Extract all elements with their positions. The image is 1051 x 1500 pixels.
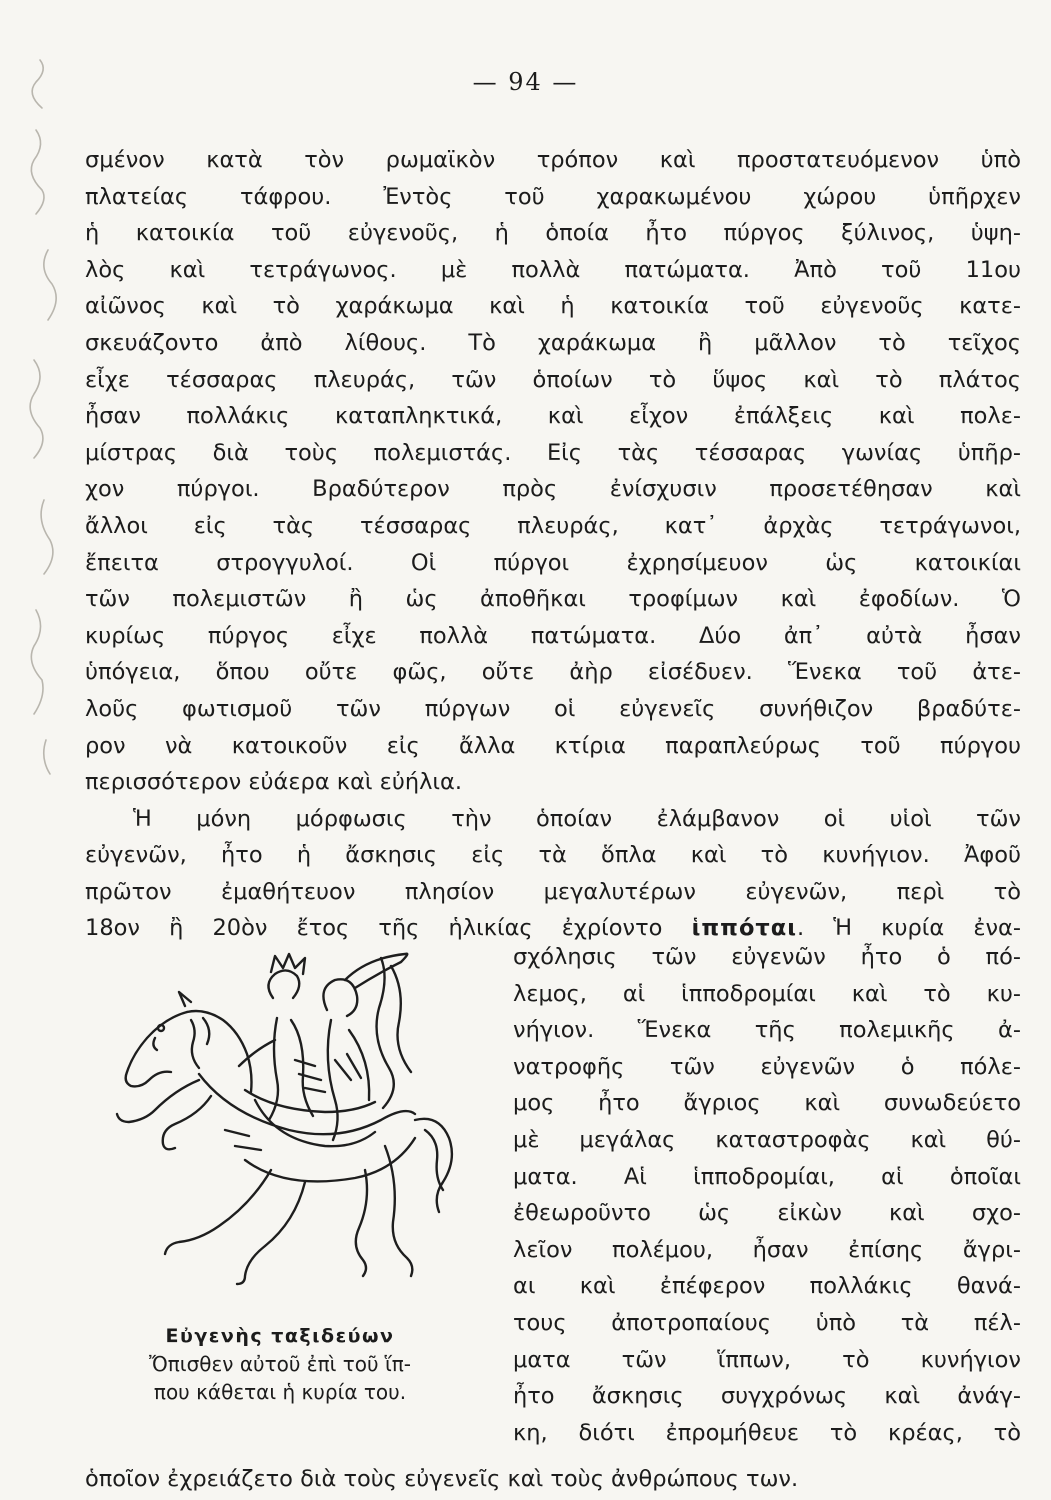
text-line: ματα τῶν ἵππων, τὸ κυνήγιον <box>513 1346 1021 1373</box>
text-line: ἐθεωροῦντο ὡς εἰκὼν καὶ σχο- <box>513 1200 1021 1227</box>
text-line: σκευάζοντο ἀπὸ λίθους. Τὸ χαράκωμα ἢ μᾶλλον τὸ τεῖχος <box>85 329 1021 356</box>
text-line: κη, διότι ἐπρομήθευε τὸ κρέας, τὸ <box>513 1419 1021 1446</box>
body-text <box>85 142 1021 947</box>
text-line: πλατείας τάφρου. Ἐντὸς τοῦ χαρακωμένου χώρου ὑπῆρχεν <box>85 183 1021 210</box>
figure-caption-line: που κάθεται ἡ κυρία του. <box>153 1380 407 1404</box>
text-line: λὸς καὶ τετράγωνος. μὲ πολλὰ πατώματα. Ἀπὸ τοῦ 11ου <box>85 256 1021 283</box>
text-line: σχόλησις τῶν εὐγενῶν ἦτο ὁ πό- <box>513 944 1021 970</box>
text-line: ὑπόγεια, ὅπου οὔτε φῶς, οὔτε ἀὴρ εἰσέδυεν. Ἕνεκα τοῦ ἀτε- <box>85 659 1021 686</box>
text-line: αἰῶνος καὶ τὸ χαράκωμα καὶ ἡ κατοικία τοῦ εὐγενοῦς κατε- <box>85 293 1021 320</box>
final-text-line: ὁποῖον ἐχρειάζετο διὰ τοὺς εὐγενεῖς καὶ τοὺς ἀνθρώπους των. <box>85 1466 799 1492</box>
figure-title: Εὐγενὴς ταξιδεύων <box>165 1325 395 1347</box>
bold-term: ἱππόται <box>691 915 797 942</box>
text-line: ἦτο ἄσκησις συγχρόνως καὶ ἀνάγ- <box>513 1383 1021 1410</box>
text-line: μὲ μεγάλας καταστροφὰς καὶ θύ- <box>513 1126 1021 1153</box>
text-line: κυρίως πύργος εἶχε πολλὰ πατώματα. Δύο ἀπ᾽ αὐτὰ ἦσαν <box>85 622 1021 649</box>
text-line: τους ἀποτροπαίους ὑπὸ τὰ πέλ- <box>513 1309 1021 1336</box>
text-line: ρον νὰ κατοικοῦν εἰς ἄλλα κτίρια παραπλεύρως τοῦ πύργου <box>85 732 1021 759</box>
text-line: λεῖον πολέμου, ἦσαν ἐπίσης ἄγρι- <box>513 1236 1021 1263</box>
wrapped-text-column <box>513 939 1021 1451</box>
text-line: ἦσαν πολλάκις καταπληκτικά, καὶ εἶχον ἐπάλξεις καὶ πολε- <box>85 403 1021 430</box>
text-span: 18ον ἢ 20ὸν ἔτος τῆς ἡλικίας ἐχρίοντο <box>85 915 663 942</box>
page-number: — 94 — <box>472 68 579 96</box>
text-line: εἶχε τέσσαρας πλευράς, τῶν ὁποίων τὸ ὕψος καὶ τὸ πλάτος <box>85 366 1021 393</box>
text-line: μίστρας διὰ τοὺς πολεμιστάς. Εἰς τὰς τέσσαρας γωνίας ὑπῆρ- <box>85 439 1021 466</box>
text-line: ἔπειτα στρογγυλοί. Οἱ πύργοι ἐχρησίμευον ὡς κατοικίαι <box>85 549 1021 576</box>
text-line: ματα. Αἱ ἱπποδρομίαι, αἱ ὁποῖαι <box>513 1163 1021 1190</box>
text-line: τῶν πολεμιστῶν ἢ ὡς ἀποθῆκαι τροφίμων καὶ ἐφοδίων. Ὁ <box>85 586 1021 613</box>
text-line: αι καὶ ἐπέφερον πολλάκις θανά- <box>513 1273 1021 1300</box>
figure-caption <box>80 1322 480 1406</box>
text-line: χον πύργοι. Βραδύτερον πρὸς ἐνίσχυσιν προσετέθησαν καὶ <box>85 476 1021 503</box>
pencil-marginalia <box>0 0 70 820</box>
text-span: . Ἡ κυρία ἐνα- <box>796 915 1021 942</box>
text-line: λεμος, αἱ ἱπποδρομίαι καὶ τὸ κυ- <box>513 980 1021 1007</box>
text-line: σμένον κατὰ τὸν ρωμαϊκὸν τρόπον καὶ προστατευόμενον ὑπὸ <box>85 147 1021 173</box>
text-line: εὐγενῶν, ἦτο ἡ ἄσκησις εἰς τὰ ὅπλα καὶ τὸ κυνήγιον. Ἀφοῦ <box>85 842 1021 869</box>
figure-caption-line: Ὄπισθεν αὐτοῦ ἐπὶ τοῦ ἵπ- <box>148 1352 411 1376</box>
text-line: ἄλλοι εἰς τὰς τέσσαρας πλευράς, κατ᾽ ἀρχὰς τετράγωνοι, <box>85 512 1021 539</box>
text-line: νήγιον. Ἕνεκα τῆς πολεμικῆς ἀ- <box>513 1017 1021 1044</box>
text-line: περισσότερον εὐάερα καὶ εὐήλια. <box>85 769 463 796</box>
text-line: ἡ κατοικία τοῦ εὐγενοῦς, ἡ ὁποία ἦτο πύργος ξύλινος, ὑψη- <box>85 220 1021 247</box>
text-line: λοῦς φωτισμοῦ τῶν πύργων οἱ εὐγενεῖς συνήθιζον βραδύτε- <box>85 695 1021 722</box>
text-line: πρῶτον ἐμαθήτευον πλησίον μεγαλυτέρων εὐγενῶν, περὶ τὸ <box>85 878 1021 905</box>
paragraph-start: Ἡ μόνη μόρφωσις τὴν ὁποίαν ἐλάμβανον οἱ υἱοὶ τῶν <box>133 805 1021 832</box>
text-line: μος ἦτο ἄγριος καὶ συνωδεύετο <box>513 1090 1021 1117</box>
noble-on-horse-illustration <box>95 950 475 1320</box>
text-line: νατροφῆς τῶν εὐγενῶν ὁ πόλε- <box>513 1053 1021 1080</box>
